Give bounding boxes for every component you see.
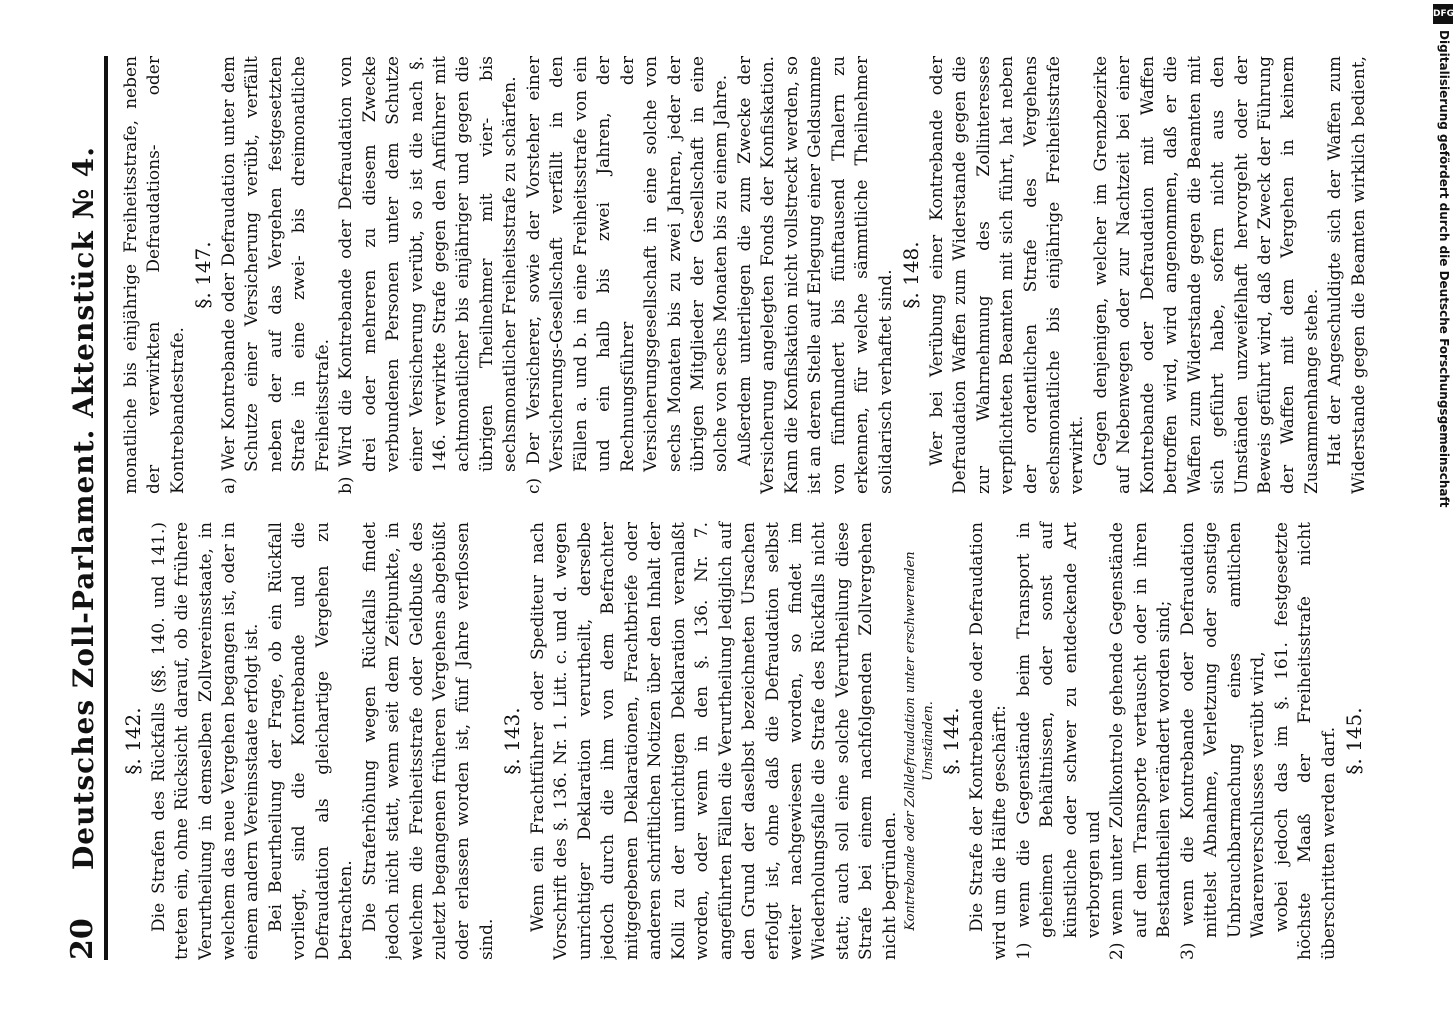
paragraph [1369,522,1370,960]
list-item: 3) wenn die Kontrebande oder Defraudation mittelst Abnahme, Verletzung oder sonstige Unbrauchbarmachung eines amtlichen Waarenverschlusses verübt wird, [1177,522,1269,960]
list-item: a) Wer Kontrebande oder Defraudation unter dem Schutze einer Versicherung verübt, verfällt neben der auf das Vergehen festgesetzten Strafe in eine zwei- bis dreimonatliche Freiheitsstrafe. [218,56,333,494]
paragraph: Außerdem unterliegen die zum Zwecke der Versicherung angelegten Fonds der Konfiskation. Kann die Konfiskation nicht vollstreckt werden, so ist an deren Stelle auf Erlegung einer Geldsumme von fünfhundert bis fünftausend Thalern zu erkennen, für welche sämmtliche Theilnehmer solidarisch verhaftet sind. [734,56,896,494]
list-item: c) Der Versicherer, sowie der Vorsteher einer Versicherungs-Gesellschaft verfällt in den Fällen a. und b. in eine Freiheitsstrafe von ein und ein halb bis zwei Jahren, der Rechnungsführer der Versicherungsgesellschaft in eine solche von sechs Monaten bis zu zwei Jahren, jeder der übrigen Mitglieder der Gesellschaft in eine solche von sechs Monaten bis zu einem Jahre. [523,56,732,494]
section-heading: §. 143. [500,707,525,775]
paragraph: Wenn ein Frachtführer oder Spediteur nach Vorschrift des §. 136. Nr. 1. Litt. c. und d. wegen unrichtiger Deklaration verurtheilt, derselbe jedoch durch die ihm von dem Befrachter mitgegebenen Deklarationen, Frachtbriefe oder anderen schriftlichen Notizen über den Inhalt der Kolli zu der unrichtigen Deklaration veranlaßt worden, oder wenn in den §. 136. Nr. 7. angeführten Fällen die Verurtheilung lediglich auf den Grund der daselbst bezeichneten Ursachen erfolgt ist, ohne daß die Defraudation selbst weiter nachgewiesen worden, so findet im Wiederholungsfalle die Strafe des Rückfalls nicht statt; auch soll eine solche Verurtheilung diese Strafe bei einem nachfolgenden Zollvergehen nicht begründen. [527,522,900,960]
right-column [120,56,1370,494]
paragraph: Die Strafen des Rückfalls (§§. 140. und 141.) treten ein, ohne Rücksicht darauf, ob die frühere Verurtheilung in demselben Zollvereinsstaate, in welchem das neue Vergehen begangen ist, oder in einem andern Vereinsstaate erfolgt ist. [148,522,263,960]
document-body [120,56,1370,960]
section-heading: §. 145. [1341,707,1366,775]
paragraph: Wer bei Verübung einer Kontrebande oder Defraudation Waffen zum Widerstande gegen die zur Wahrnehmung des Zollinteresses verpflichteten Beamten mit sich führt, hat neben der ordentlichen Strafe des Vergehens sechsmonatliche bis einjährige Freiheitsstrafe verwirkt. [926,56,1088,494]
dfg-logo: DFG [1433,4,1453,24]
left-column [120,522,1370,960]
digitization-note: Digitalisierung gefördert durch die Deutsche Forschungsgemeinschaft [1437,30,1451,508]
section-heading: §. 148. [899,241,924,309]
paragraph: wobei jedoch das im §. 161. festgesetzte höchste Maaß der Freiheitsstrafe nicht überschritten werden darf. [1271,522,1339,960]
page-title: Deutsches Zoll-Parlament. Aktenstück № 4. [67,146,100,870]
marginal-rubric: Kontrebande oder Zolldefraudation unter erschwerenden Umständen. [903,551,937,931]
paragraph: Die Straferhöhung wegen Rückfalls findet jedoch nicht statt, wenn seit dem Zeitpunkte, in welchem die Freiheitsstrafe oder Geldbuße des zuletzt begangenen früheren Vergehens abgebüßt oder erlassen worden ist, fünf Jahre verflossen sind. [359,522,497,960]
section-heading: §. 144. [939,707,964,775]
digitization-strip [1431,0,1455,1000]
list-item: 1) wenn die Gegenstände beim Transport in geheimen Behältnissen, oder sonst auf künstliche oder schwer zu entdeckende Art verborgen und [1013,522,1104,960]
section-heading: §. 147. [191,241,216,309]
paragraph: Die Strafe der Kontrebande oder Defraudation wird um die Hälfte geschärft: [966,522,1011,960]
page-number: 20 [65,918,100,960]
paragraph: Bei Beurtheilung der Frage, ob ein Rückfall vorliegt, sind die Kontrebande und die Defraudation als gleichartige Vergehen zu betrachten. [265,522,357,960]
paragraph: monatliche bis einjährige Freiheitsstrafe, neben der verwirkten Defraudations- oder Kontrebandestrafe. [121,56,188,494]
section-heading: §. 142. [121,707,145,775]
list-item: 2) wenn unter Zollkontrole gehende Gegenstände auf dem Transporte vertauscht oder in ihren Bestandtheilen verändert worden sind; [1107,522,1175,960]
page-header [40,56,108,960]
list-item: b) Wird die Kontrebande oder Defraudation von drei oder mehreren zu diesem Zwecke verbundenen Personen unter dem Schutze einer Versicherung verübt, so ist die nach §. 146. verwirkte Strafe gegen den Anführer mit achtmonatlicher bis einjähriger und gegen die übrigen Theilnehmer mit vier- bis sechsmonatlicher Freiheitsstrafe zu schärfen. [336,56,521,494]
paragraph: Gegen denjenigen, welcher im Grenzbezirke auf Nebenwegen oder zur Nachtzeit bei einer Kontrebande oder Defraudation mit Waffen betroffen wird, wird angenommen, daß er die Waffen zum Widerstande gegen die Beamten mit sich geführt habe, sofern nicht aus den Umständen unzweifelhaft hervorgeht oder der Beweis geführt wird, daß der Zweck der Führung der Waffen mit dem Vergehen in keinem Zusammenhange stehe. [1090,56,1322,494]
paragraph: Hat der Angeschuldigte sich der Waffen zum Widerstande gegen die Beamten wirklich bedient, [1325,56,1369,494]
